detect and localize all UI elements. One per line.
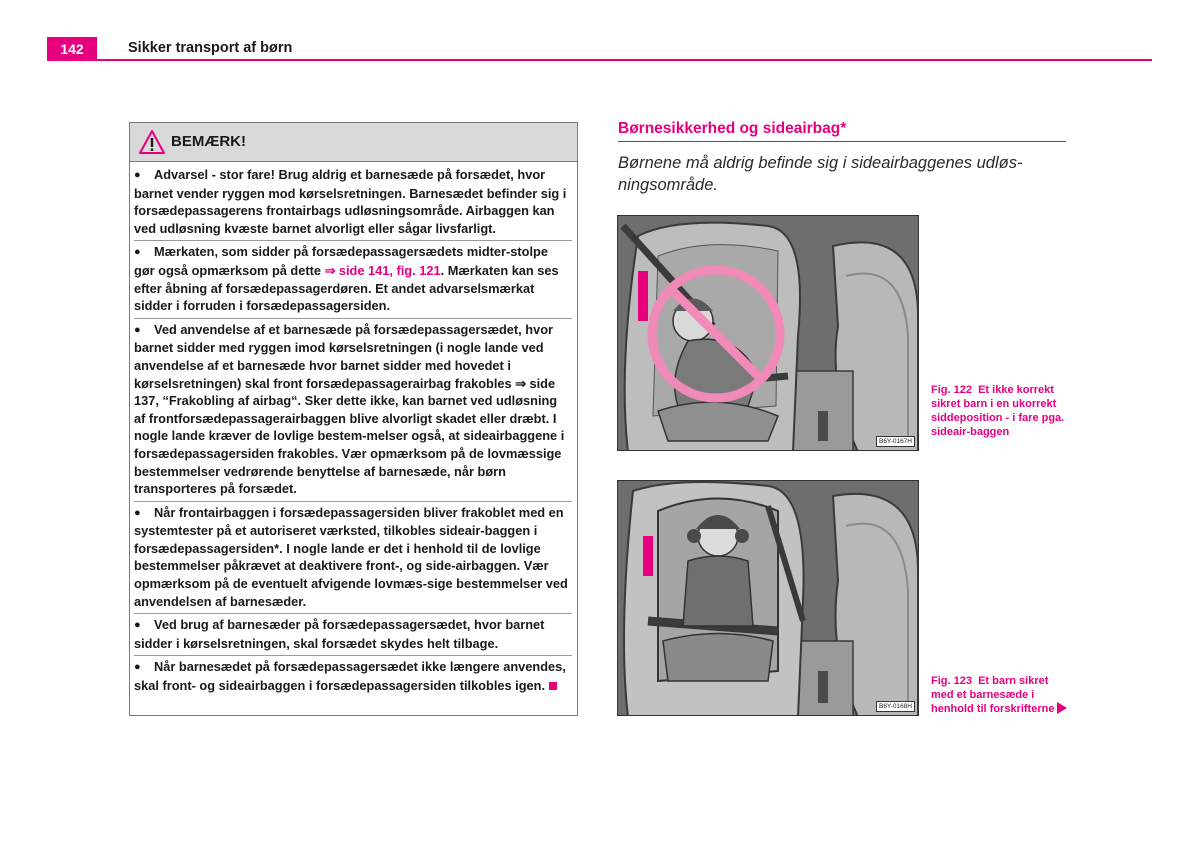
figure-123-image <box>617 480 919 716</box>
note-item-1 <box>134 164 572 241</box>
figure-122-caption <box>931 383 1071 439</box>
figure-code-label: B6Y-0168H <box>876 701 915 712</box>
bullet-icon: ● <box>134 169 141 181</box>
section-intro: Børnene må aldrig befinde sig i sideairbaggenes udløs-ningsområde. <box>618 154 1023 194</box>
note-item-text: Når barnesædet på forsædepassagersædet ikke længere anvendes, skal front- og sideairbaggen i forsædepassagersiden tilkobles igen. <box>134 659 566 694</box>
note-item-2 <box>134 241 572 318</box>
warning-note-header <box>130 123 577 162</box>
note-item-4 <box>134 502 572 615</box>
header-rule <box>47 59 1152 61</box>
running-title: Sikker transport af børn <box>128 40 293 56</box>
bullet-icon: ● <box>134 619 141 632</box>
caption-label: Fig. 123 <box>931 675 972 687</box>
note-item-text: Ved anvendelse af et barnesæde på forsædepassagersædet, hvor barnet sidder med ryggen imod kørselsretningen (i nogle lande ved anvendelse af et barnesæde hvor barnet sidder med hovedet i kørselsretningen) skal front forsædepassagerairbag frakobles ⇒ side 137, “Frakobling af airbag“. Sker dette ikke, kan barnet ved udløsning af frontforsædepassagerairbaggen blive alvorligt skadet eller dræbt. I nogle lande kræver de lovlige bestem-melser også, at sideairbaggene i forsædepassagersiden frakobles. Vær opmærksom på de lovmæssige bestemmelser vedrørende benyttelse af barnesæde, når børn transporteres på forsædet. <box>134 321 565 497</box>
note-item-5 <box>134 614 572 656</box>
child-in-child-seat-illustration <box>618 481 919 716</box>
warning-note-body <box>130 162 577 698</box>
child-in-seat-wrong-position-illustration <box>618 216 919 451</box>
page-number: 142 <box>47 37 97 61</box>
section-title: Børnesikkerhed og sideairbag* <box>618 120 1066 142</box>
cross-reference-link[interactable]: ⇒ side 141, fig. 121 <box>324 262 441 278</box>
figure-code-label: B6Y-0167H <box>876 436 915 447</box>
end-square-icon <box>549 682 557 690</box>
bullet-icon: ● <box>134 246 141 259</box>
figure-122-image <box>617 215 919 451</box>
bullet-icon: ● <box>134 661 141 674</box>
warning-note-title: BEMÆRK! <box>171 133 246 150</box>
note-item-text: Advarsel - stor fare! Brug aldrig et barnesæde på forsædet, hvor barnet vender ryggen mod kørselsretningen. Barnesædet befinder sig i forsædepassagerens frontairbags udløsningsområde. Airbaggen kan ved udløsning kvæste barnet alvorligt eller sågar livsfarligt. <box>134 167 567 236</box>
continue-arrow-icon <box>1057 702 1067 714</box>
caption-text: Et barn sikret med et barnesæde i henhold til forskrifterne <box>931 675 1055 715</box>
note-item-6 <box>134 656 572 697</box>
note-item-text: Mærkaten, som sidder på forsædepassagersædets midter-stolpe gør også opmærksom på dette <box>134 244 548 278</box>
note-item-3 <box>134 319 572 502</box>
note-item-text: Når frontairbaggen i forsædepassagersiden bliver frakoblet med en systemtester på et autoriseret værksted, tilkobles sideair-baggen i forsædepassagersiden*. I nogle lande er det i henhold til de lovlige bestemmelser påkrævet at deaktivere front-, og side-airbaggen. Vær opmærksom på de eventuelt afvigende lovmæs-sige bestemmelser ved anvendelsen af barnesæder. <box>134 504 568 609</box>
note-item-text: Ved brug af barnesæder på forsædepassagersædet, hvor barnet sidder i kørselsretningen, skal forsædet skydes helt tilbage. <box>134 617 545 651</box>
caption-label: Fig. 122 <box>931 384 972 396</box>
warning-triangle-icon <box>138 129 166 155</box>
note-item-text: . Mærkaten kan ses efter åbning af forsædepassagerdøren. Et andet advarselsmærkat sidder i forruden i forsædepassagersiden. <box>134 262 559 314</box>
caption-text: Et ikke korrekt sikret barn i en ukorrekt siddeposition - i fare pga. sideair-baggen <box>931 384 1065 438</box>
warning-note-box <box>129 122 578 716</box>
bullet-icon: ● <box>134 506 141 519</box>
bullet-icon: ● <box>134 323 141 336</box>
figure-123-caption <box>931 674 1071 716</box>
